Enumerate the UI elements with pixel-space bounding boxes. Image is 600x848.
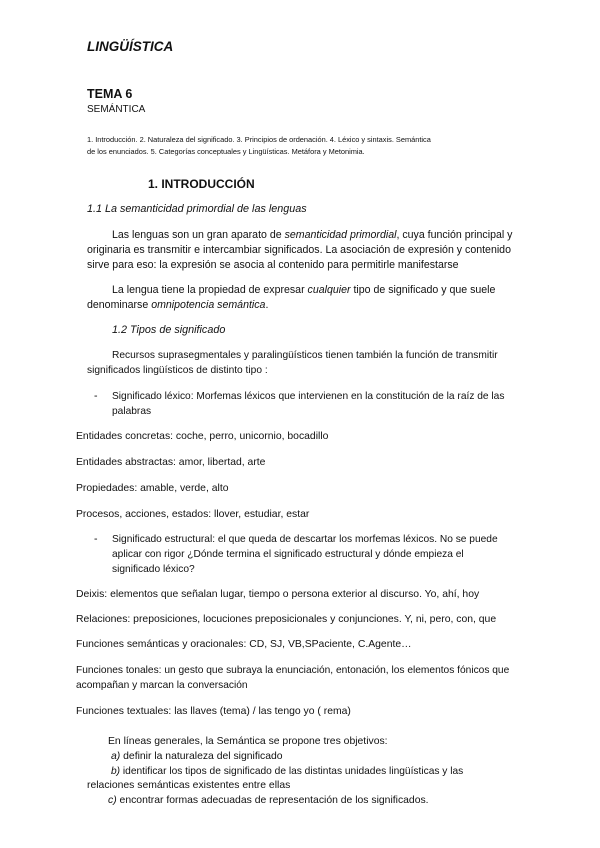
bullet-2-line-1: Significado estructural: el que queda de descartar los morfemas léxicos. No se puede bbox=[112, 534, 498, 545]
document-title: LINGÜÍSTICA bbox=[87, 39, 174, 54]
tonal-line-1: Funciones tonales: un gesto que subraya la enunciación, entonación, los elementos fónicos que bbox=[76, 665, 510, 676]
paragraph-3-line-1: Recursos suprasegmentales y paralingüísticos tienen también la función de transmitir bbox=[112, 350, 498, 361]
list-item: Relaciones: preposiciones, locuciones preposicionales y conjunciones. Y, ni, pero, con, que bbox=[76, 614, 497, 625]
list-item: Deixis: elementos que señalan lugar, tiempo o persona exterior al discurso. Yo, ahí, hoy bbox=[76, 589, 480, 600]
section-heading: 1. INTRODUCCIÓN bbox=[148, 177, 255, 191]
paragraph-1-line-1: Las lenguas son un gran aparato de semanticidad primordial, cuya función principal y bbox=[112, 229, 513, 241]
list-item: Funciones semánticas y oracionales: CD, SJ, VB,SPaciente, C.Agente… bbox=[76, 639, 412, 650]
paragraph-3-line-2: significados lingüísticos de distinto tipo : bbox=[87, 365, 268, 376]
list-item: Propiedades: amable, verde, alto bbox=[76, 483, 229, 494]
subsection-1-2-heading: 1.2 Tipos de significado bbox=[112, 324, 226, 336]
bullet-2-line-2: aplicar con rigor ¿Dónde termina el significado estructural y dónde empieza el bbox=[112, 549, 464, 560]
objective-a: a) definir la naturaleza del significado bbox=[111, 751, 283, 762]
subsection-1-1-heading: 1.1 La semanticidad primordial de las lenguas bbox=[87, 203, 307, 215]
objective-b-continuation: relaciones semánticas existentes entre ellas bbox=[87, 780, 291, 791]
tema-contents-line-2: de los enunciados. 5. Categorías conceptuales y Lingüísticas. Metáfora y Metonimia. bbox=[87, 147, 365, 156]
tema-subtitle: SEMÁNTICA bbox=[87, 104, 146, 115]
bullet-dash: - bbox=[94, 533, 98, 545]
bullet-1-line-2: palabras bbox=[112, 406, 152, 417]
list-item: Entidades abstractas: amor, libertad, arte bbox=[76, 457, 266, 468]
bullet-1-line-1: Significado léxico: Morfemas léxicos que intervienen en la constitución de la raíz de las bbox=[112, 391, 505, 402]
paragraph-1-line-3: sirve para eso: la expresión se asocia al contenido para permitirle manifestarse bbox=[87, 259, 459, 271]
objective-b: b) identificar los tipos de significado de las distintas unidades lingüísticas y las bbox=[111, 766, 464, 777]
paragraph-2-line-2: denominarse omnipotencia semántica. bbox=[87, 299, 269, 311]
paragraph-2-line-1: La lengua tiene la propiedad de expresar cualquier tipo de significado y que suele bbox=[112, 284, 496, 296]
list-item: Entidades concretas: coche, perro, unicornio, bocadillo bbox=[76, 431, 329, 442]
list-item: Procesos, acciones, estados: llover, estudiar, estar bbox=[76, 509, 310, 520]
tema-title: TEMA 6 bbox=[87, 87, 133, 101]
bullet-dash: - bbox=[94, 390, 98, 402]
tonal-line-2: acompañan y marcan la conversación bbox=[76, 680, 248, 691]
objective-c: c) encontrar formas adecuadas de representación de los significados. bbox=[108, 795, 429, 806]
paragraph-1-line-2: originaria es transmitir e intercambiar significados. La asociación de expresión y contenido bbox=[87, 244, 511, 256]
objectives-intro: En líneas generales, la Semántica se propone tres objetivos: bbox=[108, 736, 388, 747]
bullet-2-line-3: significado léxico? bbox=[112, 564, 195, 575]
tema-contents-line-1: 1. Introducción. 2. Naturaleza del significado. 3. Principios de ordenación. 4. Léxico y sintaxis. Semántica bbox=[87, 135, 431, 144]
textual-line: Funciones textuales: las llaves (tema) / las tengo yo ( rema) bbox=[76, 706, 351, 717]
